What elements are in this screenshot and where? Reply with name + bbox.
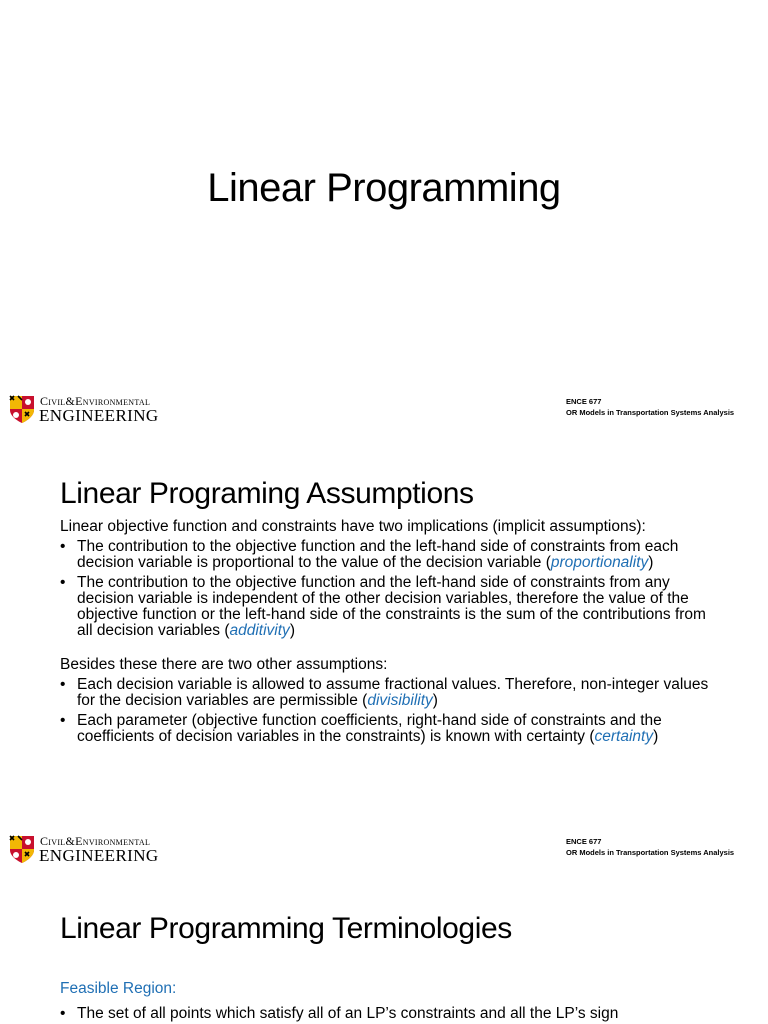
terminology-slide [0, 820, 768, 1024]
logo-text-line2: ENGINEERING [39, 406, 159, 425]
keyword: additivity [229, 622, 290, 639]
assumptions-slide [0, 380, 768, 820]
list-item: • Each decision variable is allowed to assume fractional values. Therefore, non-integer values for the decision variables are permissible (divisibility) [60, 677, 710, 709]
assumption-list [60, 677, 710, 745]
slide-title: Linear Programming [207, 166, 561, 210]
list-item: • The set of all points which satisfy all of an LP’s constraints and all the LP’s sign [60, 1006, 710, 1022]
course-code: ENCE 677 [566, 837, 602, 846]
list-item: • Each parameter (objective function coefficients, right-hand side of constraints and the coefficients of decision variables in the constraints) is known with certainty (certainty) [60, 713, 710, 745]
course-info [566, 396, 734, 418]
slide-heading: Linear Programing Assumptions [60, 477, 474, 510]
maryland-flag-icon [8, 394, 36, 424]
department-logo [8, 392, 178, 426]
intro-paragraph: Linear objective function and constraints have two implications (implicit assumptions): [60, 518, 646, 535]
slide-body [60, 519, 710, 745]
slide-body [60, 1002, 710, 1022]
course-info [566, 836, 734, 858]
list-item: • The contribution to the objective function and the left-hand side of constraints from each decision variable is proportional to the value of the decision variable (proportionality) [60, 539, 710, 571]
maryland-flag-icon [8, 834, 36, 864]
department-logo [8, 832, 178, 866]
slide-heading: Linear Programming Terminologies [60, 912, 512, 945]
keyword: proportionality [550, 554, 649, 571]
terminology-list [60, 1006, 710, 1022]
course-code: ENCE 677 [566, 397, 602, 406]
logo-text-line2: ENGINEERING [39, 846, 159, 865]
list-item: • The contribution to the objective function and the left-hand side of constraints from any decision variable is independent of the other decision variables, therefore the value of the objective function or the left-hand side of the constraints is the sum of the contributions from all decision variables (additivity) [60, 575, 710, 639]
keyword: divisibility [367, 692, 433, 709]
implication-list [60, 539, 710, 639]
logo-text-line1: Civil&Environmental [40, 834, 151, 848]
title-slide [0, 0, 768, 380]
second-intro-paragraph: Besides these there are two other assumptions: [60, 656, 388, 673]
feasible-region-subheading: Feasible Region: [60, 980, 177, 997]
logo-text-line1: Civil&Environmental [40, 394, 151, 408]
keyword: certainty [594, 728, 654, 745]
course-name: OR Models in Transportation Systems Analysis [566, 848, 735, 857]
course-name: OR Models in Transportation Systems Analysis [566, 408, 735, 417]
